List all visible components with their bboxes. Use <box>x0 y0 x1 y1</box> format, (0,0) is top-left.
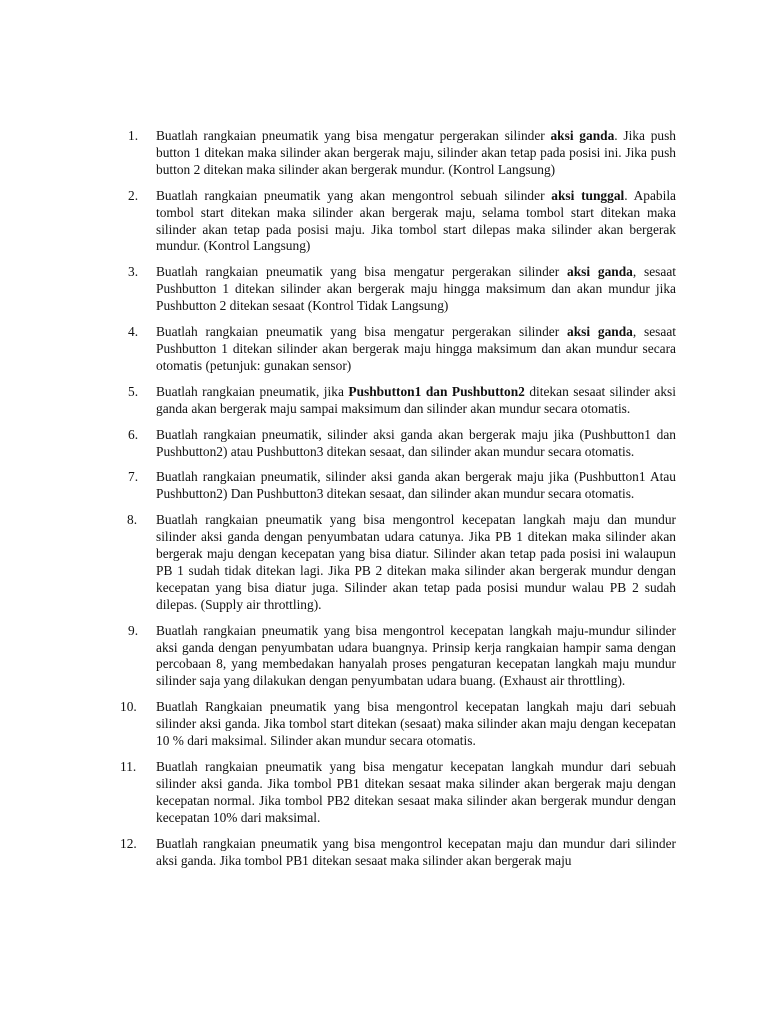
list-item-number: 2. <box>128 187 139 203</box>
text-run: Buatlah rangkaian pneumatik yang bisa mengontrol kecepatan langkah maju dan mundur silinder aksi ganda dengan penyumbatan udara catunya. Jika PB 1 ditekan maka silinder akan bergerak maju dengan kecepatan yang bisa diatur. Silinder akan tetap pada posisi ini walaupun PB 1 sudah tidak ditekan lagi. Jika PB 2 ditekan maka silinder akan bergerak mundur dengan kecepatan yang bisa diatur juga. Silinder akan tetap pada posisi mundur walau PB 2 sudah dilepas. (Supply air throttling). <box>156 512 676 612</box>
list-item-text <box>156 623 676 691</box>
list-item <box>120 836 676 870</box>
text-run: Buatlah rangkaian pneumatik yang bisa mengontrol kecepatan maju dan mundur dari silinder aksi ganda. Jika tombol PB1 ditekan sesaat maka silinder akan bergerak maju <box>156 835 676 868</box>
list-item <box>120 324 676 375</box>
list-item <box>120 264 676 315</box>
list-item <box>120 512 676 613</box>
list-item-text <box>156 128 676 179</box>
list-item <box>120 427 676 461</box>
list-item-number: 5. <box>128 383 139 399</box>
list-item-number: 8. <box>127 512 138 528</box>
text-run: Buatlah rangkaian pneumatik yang bisa mengatur pergerakan silinder <box>156 128 551 143</box>
text-run: Buatlah rangkaian pneumatik, jika <box>156 383 349 399</box>
text-run: ditekan sesaat silinder aksi ganda akan bergerak maju sampai maksimum dan silinder akan mundur secara otomatis. <box>156 383 676 416</box>
text-run: Buatlah rangkaian pneumatik yang akan mengontrol sebuah silinder <box>156 187 552 203</box>
list-item-number: 11. <box>120 759 137 774</box>
list-item-text <box>156 384 676 418</box>
list-item-number: 1. <box>128 128 139 143</box>
text-run: Buatlah rangkaian pneumatik, silinder aksi ganda akan bergerak maju jika (Pushbutton1 dan Pushbutton2) atau Pushbutton3 ditekan sesaat, dan silinder akan mundur secara otomatis. <box>156 426 676 459</box>
list-item-text <box>156 759 676 827</box>
text-run: Buatlah rangkaian pneumatik yang bisa mengatur pergerakan silinder <box>156 264 567 280</box>
list-item-number: 3. <box>128 264 139 280</box>
list-item-number: 6. <box>128 426 139 442</box>
list-item-text <box>156 699 676 750</box>
list-item <box>120 469 676 503</box>
list-item-number: 10. <box>120 699 137 715</box>
task-list <box>120 128 676 878</box>
text-run: Buatlah rangkaian pneumatik, silinder aksi ganda akan bergerak maju jika (Pushbutton1 Atau Pushbutton2) Dan Pushbutton3 ditekan sesaat, dan silinder akan mundur secara otomatis. <box>156 469 676 502</box>
text-run: Buatlah rangkaian pneumatik yang bisa mengatur pergerakan silinder <box>156 324 567 340</box>
list-item <box>120 759 676 827</box>
list-item-text <box>156 469 676 503</box>
list-item-text <box>156 188 676 256</box>
text-run: Buatlah rangkaian pneumatik yang bisa mengontrol kecepatan langkah maju-mundur silinder aksi ganda dengan penyumbatan udara buangnya. Prinsip kerja rangkaian hampir sama dengan percobaan 8, yang membedakan hanyalah proses pengaturan kecepatan langkah maju mundur silinder saja yang dilakukan dengan penyumbatan udara buang. (Exhaust air throttling). <box>156 622 676 689</box>
text-run: . Jika push button 1 ditekan maka silinder akan bergerak maju, silinder akan tetap pada posisi ini. Jika push button 2 ditekan maka silinder akan bergerak mundur. (Kontrol Langsung) <box>156 128 676 177</box>
list-item <box>120 128 676 179</box>
list-item <box>120 188 676 256</box>
list-item <box>120 384 676 418</box>
list-item <box>120 623 676 691</box>
bold-emphasis: Pushbutton1 dan Pushbutton2 <box>348 383 525 399</box>
bold-emphasis: aksi ganda <box>567 324 633 340</box>
list-item-number: 9. <box>128 622 139 638</box>
text-run: , sesaat Pushbutton 1 ditekan silinder akan bergerak maju hingga maksimum dan akan mundur secara otomatis (petunjuk: gunakan sensor) <box>156 324 677 373</box>
text-run: Buatlah Rangkaian pneumatik yang bisa mengontrol kecepatan langkah maju dari sebuah silinder aksi ganda. Jika tombol start ditekan (sesaat) maka silinder akan maju dengan kecepatan 10 % dari maksimal. Silinder akan mundur secara otomatis. <box>156 699 676 749</box>
bold-emphasis: aksi ganda <box>550 128 615 143</box>
list-item-text <box>156 264 676 315</box>
list-item-text <box>156 324 676 375</box>
text-run: . Apabila tombol start ditekan maka silinder akan bergerak maju, selama tombol start ditekan maka silinder akan tetap pada posisi maju. Jika tombol start dilepas maka silinder akan bergerak mundur. (Kontrol Langsung) <box>156 187 676 254</box>
list-item-number: 4. <box>128 324 139 340</box>
bold-emphasis: aksi tunggal <box>551 187 625 203</box>
text-run: , sesaat Pushbutton 1 ditekan silinder akan bergerak maju hingga maksimum dan akan mundur jika Pushbutton 2 ditekan sesaat (Kontrol Tidak Langsung) <box>156 264 677 314</box>
text-run: Buatlah rangkaian pneumatik yang bisa mengatur kecepatan langkah mundur dari sebuah silinder aksi ganda. Jika tombol PB1 ditekan sesaat maka silinder akan bergerak maju dengan kecepatan normal. Jika tombol PB2 ditekan sesaat maka silinder akan bergerak mundur dengan kecepatan 10% dari maksimal. <box>156 759 676 825</box>
list-item-text <box>156 427 676 461</box>
list-item-text <box>156 512 676 613</box>
bold-emphasis: aksi ganda <box>567 264 633 280</box>
list-item-text <box>156 836 676 870</box>
list-item <box>120 699 676 750</box>
list-item-number: 12. <box>120 835 137 851</box>
list-item-number: 7. <box>128 469 139 485</box>
